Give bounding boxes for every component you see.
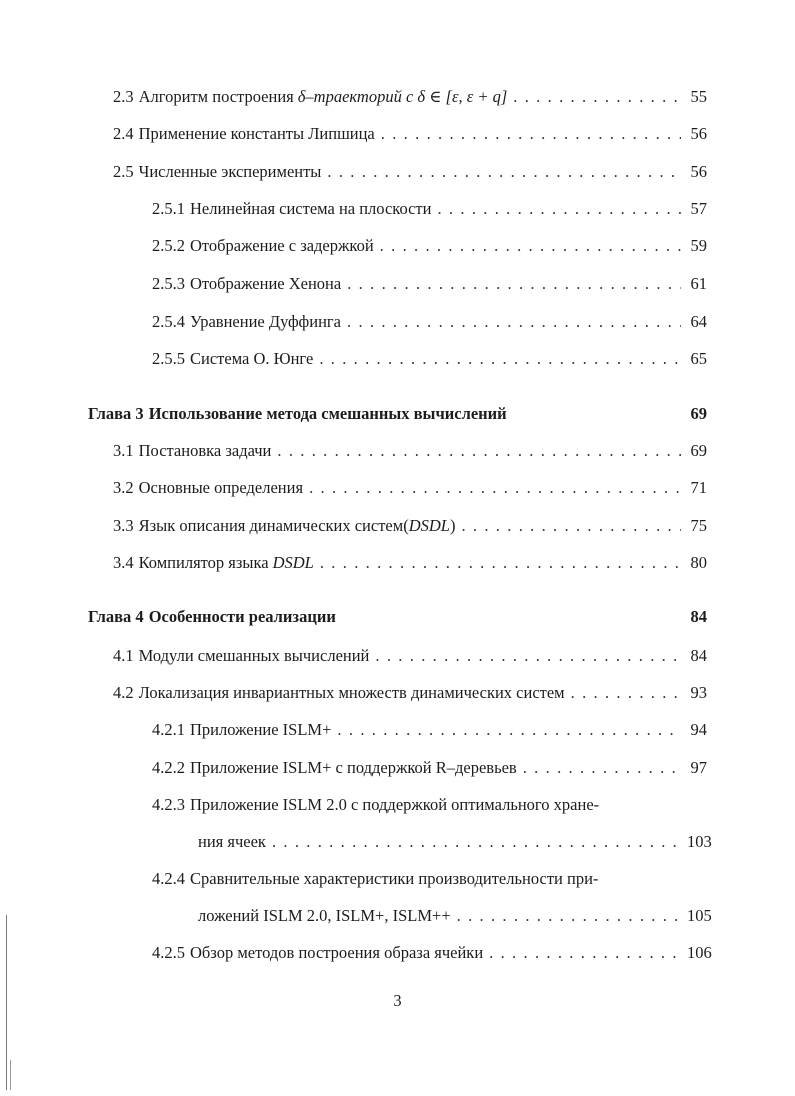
entry-page: 55: [690, 87, 707, 106]
toc-entry: [152, 198, 707, 220]
entry-title: Язык описания динамических систем(: [138, 516, 409, 535]
entry-number: 3.2: [113, 478, 134, 497]
toc-entry: [113, 515, 707, 537]
dot-leader: [523, 757, 681, 779]
entry-number: 2.3: [113, 87, 134, 106]
entry-page: 65: [690, 349, 707, 368]
entry-page: 103: [687, 832, 712, 851]
entry-number: 4.2.4: [152, 869, 185, 888]
chapter-number: Глава 3: [88, 404, 144, 423]
chapter-number: Глава 4: [88, 607, 144, 626]
dot-leader: [381, 123, 681, 145]
toc-entry: [113, 123, 707, 145]
toc-entry: [152, 757, 707, 779]
toc-entry: [152, 942, 712, 964]
entry-number: 2.5.1: [152, 199, 185, 218]
entry-number: 3.3: [113, 516, 134, 535]
entry-number: 2.5.2: [152, 236, 185, 255]
entry-title: Численные эксперименты: [138, 162, 322, 181]
entry-number: 4.2.3: [152, 795, 185, 814]
dot-leader: [337, 719, 681, 741]
entry-page: 80: [690, 553, 707, 572]
entry-title-continuation: ния ячеек: [198, 832, 266, 851]
entry-number: 2.4: [113, 124, 134, 143]
entry-page: 93: [690, 683, 707, 702]
entry-math: DSDL: [408, 516, 450, 535]
toc-entry-continuation: [198, 831, 712, 853]
toc-entry: [152, 273, 707, 295]
entry-number: 2.5.3: [152, 274, 185, 293]
dot-leader: [277, 440, 681, 462]
toc-entry: [113, 552, 707, 574]
entry-number: 2.5.5: [152, 349, 185, 368]
entry-page: 59: [690, 236, 707, 255]
toc-entry: [152, 348, 707, 370]
toc-entry: [152, 311, 707, 333]
entry-page: 94: [690, 720, 707, 739]
entry-number: 3.4: [113, 553, 134, 572]
page-number: 3: [393, 991, 402, 1010]
dot-leader: [375, 645, 681, 667]
toc-entry: [113, 682, 707, 704]
chapter-title: Использование метода смешанных вычислений: [148, 404, 507, 423]
entry-title: Обзор методов построения образа ячейки: [190, 943, 484, 962]
dot-leader: [347, 311, 681, 333]
entry-number: 4.1: [113, 646, 134, 665]
toc-entry-continuation: [198, 905, 712, 927]
toc-chapter: [88, 606, 707, 628]
toc-entry: [113, 645, 707, 667]
dot-leader: [327, 161, 681, 183]
entry-title: Приложение ISLM+ с поддержкой R–деревьев: [190, 758, 517, 777]
entry-title: Уравнение Дуффинга: [190, 312, 341, 331]
toc-entry: [152, 868, 707, 890]
entry-math: DSDL: [272, 553, 314, 572]
entry-title: Сравнительные характеристики производительности при-: [190, 869, 599, 888]
entry-title: Компилятор языка: [138, 553, 269, 572]
entry-math: δ–траекторий с δ ∈ [ε, ε + q]: [297, 87, 508, 106]
entry-page: 56: [690, 162, 707, 181]
entry-title: Отображение с задержкой: [190, 236, 374, 255]
entry-title: Применение константы Липшица: [138, 124, 375, 143]
entry-number: 4.2.5: [152, 943, 185, 962]
entry-title: Нелинейная система на плоскости: [190, 199, 432, 218]
toc-entry: [113, 440, 707, 462]
dot-leader: [513, 86, 681, 108]
entry-number: 4.2.2: [152, 758, 185, 777]
dot-leader: [319, 348, 681, 370]
entry-title: Постановка задачи: [138, 441, 272, 460]
entry-number: 3.1: [113, 441, 134, 460]
entry-page: 69: [690, 441, 707, 460]
entry-number: 2.5.4: [152, 312, 185, 331]
entry-page: 105: [687, 906, 712, 925]
entry-number: 4.2: [113, 683, 134, 702]
dot-leader: [272, 831, 681, 853]
entry-title: Приложение ISLM 2.0 с поддержкой оптимального хране-: [190, 795, 600, 814]
dot-leader: [457, 905, 681, 927]
toc-entry: [152, 794, 707, 816]
entry-page: 71: [690, 478, 707, 497]
toc-entry: [113, 477, 707, 499]
entry-title-continuation: ложений ISLM 2.0, ISLM+, ISLM++: [198, 906, 451, 925]
entry-page: 57: [690, 199, 707, 218]
entry-title: Основные определения: [138, 478, 304, 497]
dot-leader: [347, 273, 681, 295]
toc-entry: [113, 161, 707, 183]
entry-number: 2.5: [113, 162, 134, 181]
entry-page: 84: [690, 646, 707, 665]
entry-page: 97: [690, 758, 707, 777]
chapter-title: Особенности реализации: [148, 607, 336, 626]
entry-title: Модули смешанных вычислений: [138, 646, 370, 665]
entry-title: Приложение ISLM+: [190, 720, 332, 739]
toc-entry: [113, 86, 707, 108]
dot-leader: [571, 682, 681, 704]
entry-number: 4.2.1: [152, 720, 185, 739]
toc-entry: [152, 719, 707, 741]
dot-leader: [489, 942, 681, 964]
dot-leader: [320, 552, 681, 574]
dot-leader: [309, 477, 681, 499]
entry-page: 75: [690, 516, 707, 535]
entry-title: Локализация инвариантных множеств динамических систем: [138, 683, 565, 702]
toc-entry: [152, 235, 707, 257]
entry-title: Алгоритм построения: [138, 87, 294, 106]
toc-chapter: [88, 403, 707, 425]
chapter-page: 69: [690, 404, 707, 423]
entry-title: Отображение Хенона: [190, 274, 342, 293]
entry-page: 61: [690, 274, 707, 293]
dot-leader: [380, 235, 681, 257]
chapter-page: 84: [690, 607, 707, 626]
entry-page: 56: [690, 124, 707, 143]
dot-leader: [461, 515, 681, 537]
entry-title-end: ): [449, 516, 456, 535]
dot-leader: [437, 198, 681, 220]
entry-page: 64: [690, 312, 707, 331]
entry-page: 106: [687, 943, 712, 962]
entry-title: Система О. Юнге: [190, 349, 314, 368]
